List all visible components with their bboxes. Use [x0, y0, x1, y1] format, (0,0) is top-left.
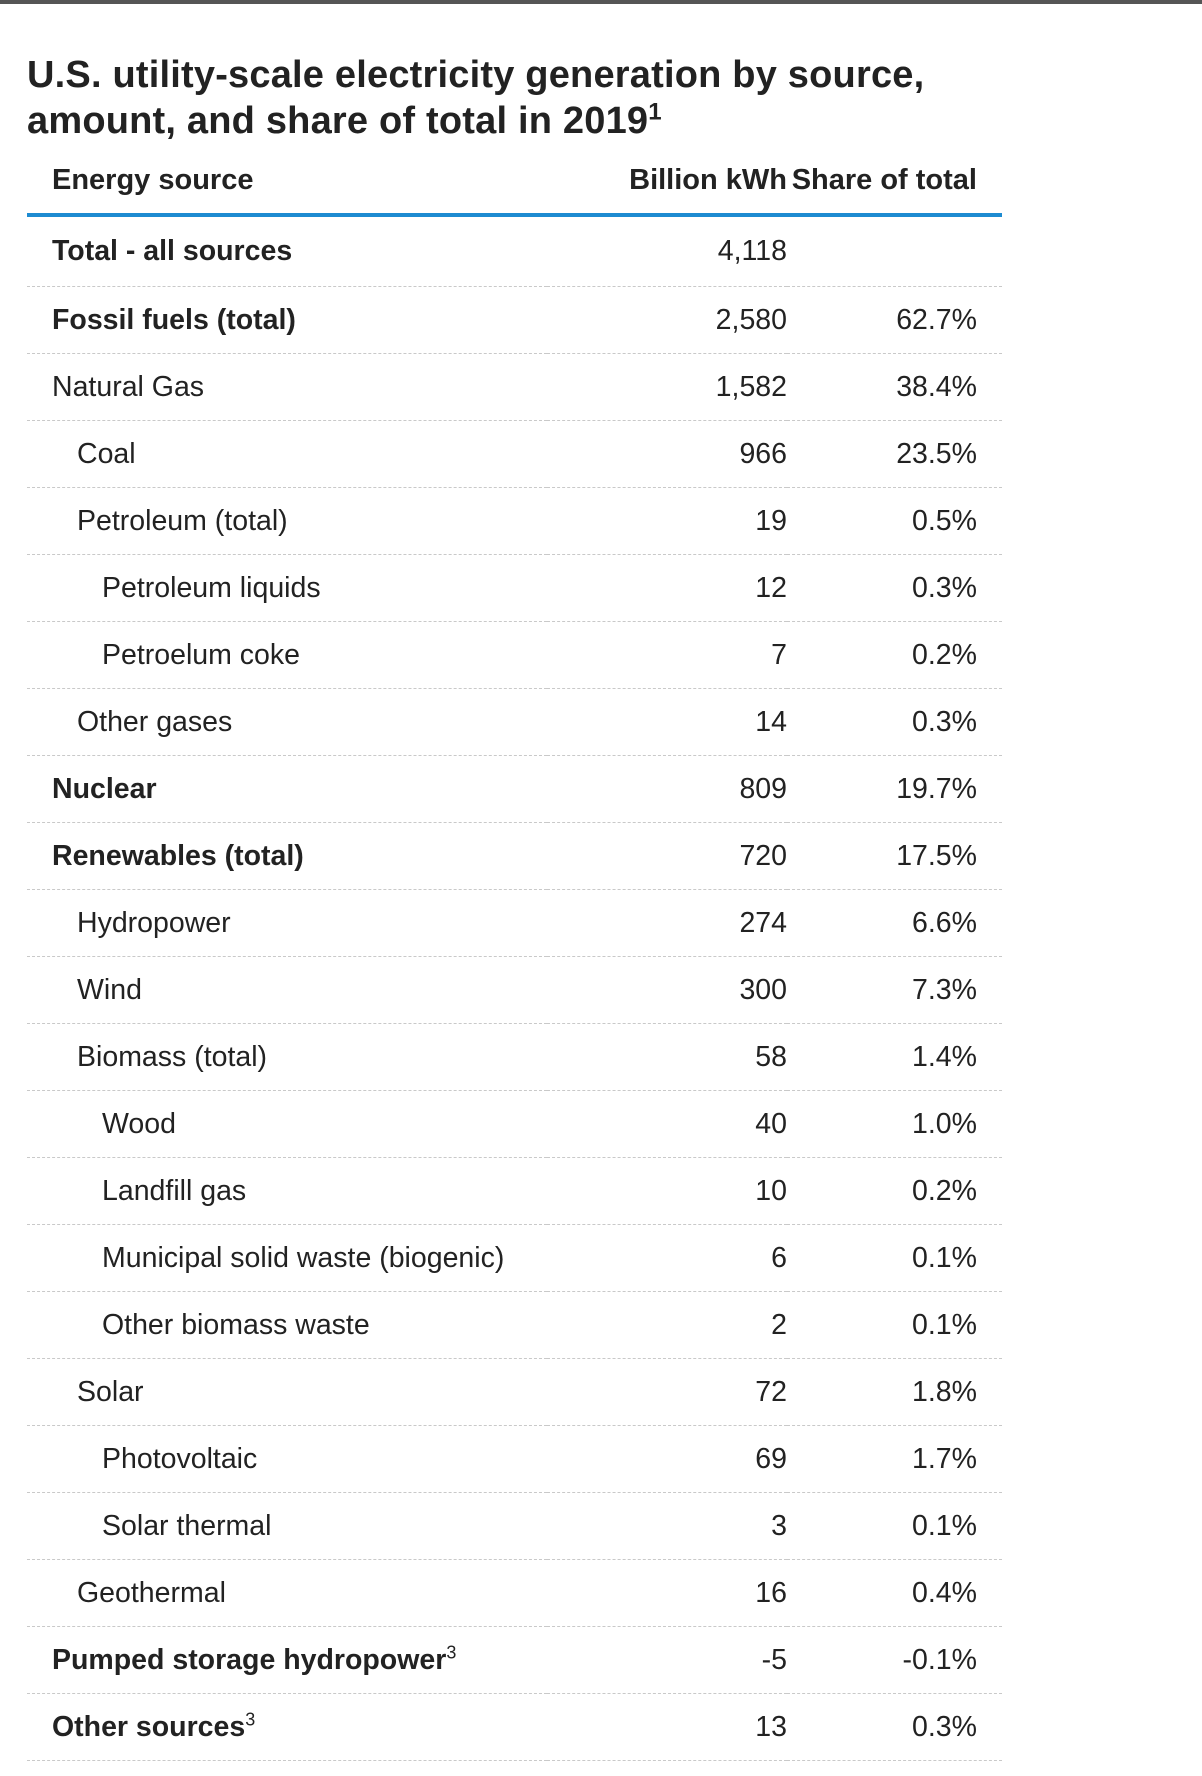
- table-row: [27, 1091, 1002, 1158]
- row-footnote-marker: 3: [245, 1709, 256, 1729]
- table-row: [27, 1560, 1002, 1627]
- row-share-cell: -0.1%: [787, 1627, 1002, 1694]
- table-row: [27, 1627, 1002, 1694]
- table-row: [27, 215, 1002, 287]
- generation-table: [27, 164, 1002, 1761]
- row-share-cell: 0.2%: [787, 622, 1002, 689]
- row-source-label: Total - all sources: [52, 235, 293, 267]
- row-source-cell: [27, 421, 547, 488]
- row-source-cell: [27, 1694, 547, 1761]
- row-source-cell: [27, 622, 547, 689]
- row-source-label: Solar thermal: [102, 1509, 272, 1542]
- row-source-cell: [27, 555, 547, 622]
- top-divider: [0, 0, 1202, 4]
- row-amount-cell: 720: [547, 823, 787, 890]
- table-row: [27, 823, 1002, 890]
- row-amount-cell: 14: [547, 689, 787, 756]
- row-source-label: Wood: [102, 1107, 176, 1140]
- row-source-label: Nuclear: [52, 772, 157, 805]
- row-source-cell: [27, 1560, 547, 1627]
- table-row: [27, 1694, 1002, 1761]
- row-amount-cell: 40: [547, 1091, 787, 1158]
- column-header-source: Energy source: [27, 164, 547, 215]
- row-share-cell: 0.3%: [787, 555, 1002, 622]
- row-source-label: Geothermal: [77, 1576, 226, 1609]
- table-row: [27, 555, 1002, 622]
- row-source-label: Natural Gas: [52, 370, 205, 403]
- title-line-2: amount, and share of total in 2019: [27, 100, 649, 142]
- row-source-cell: [27, 215, 547, 287]
- row-source-label: Other gases: [77, 705, 233, 738]
- row-source-cell: [27, 689, 547, 756]
- row-share-cell: 1.0%: [787, 1091, 1002, 1158]
- row-share-cell: 0.1%: [787, 1225, 1002, 1292]
- row-share-cell: 1.4%: [787, 1024, 1002, 1091]
- row-source-label: Pumped storage hydropower: [52, 1643, 447, 1676]
- row-amount-cell: 966: [547, 421, 787, 488]
- row-source-label: Petroleum liquids: [102, 571, 321, 604]
- table-container: [27, 52, 1002, 1761]
- row-source-cell: [27, 1627, 547, 1694]
- row-footnote-marker: 3: [446, 1642, 457, 1662]
- row-share-cell: 62.7%: [787, 287, 1002, 354]
- row-source-cell: [27, 488, 547, 555]
- row-share-cell: 0.3%: [787, 1694, 1002, 1761]
- row-amount-cell: 12: [547, 555, 787, 622]
- table-row: [27, 622, 1002, 689]
- table-row: [27, 1225, 1002, 1292]
- row-share-cell: 23.5%: [787, 421, 1002, 488]
- row-source-label: Other biomass waste: [102, 1308, 370, 1341]
- row-source-cell: [27, 1091, 547, 1158]
- row-share-cell: 0.4%: [787, 1560, 1002, 1627]
- table-row: [27, 689, 1002, 756]
- row-amount-cell: 274: [547, 890, 787, 957]
- row-source-cell: [27, 1359, 547, 1426]
- row-amount-cell: 809: [547, 756, 787, 823]
- row-share-cell: 0.2%: [787, 1158, 1002, 1225]
- table-row: [27, 1292, 1002, 1359]
- row-source-cell: [27, 354, 547, 421]
- table-row: [27, 354, 1002, 421]
- row-amount-cell: 1,582: [547, 354, 787, 421]
- row-amount-cell: 2,580: [547, 287, 787, 354]
- table-body: [27, 215, 1002, 1761]
- row-amount-cell: 16: [547, 1560, 787, 1627]
- row-share-cell: [787, 215, 1002, 287]
- row-amount-cell: 13: [547, 1694, 787, 1761]
- row-source-label: Solar: [77, 1375, 144, 1408]
- row-source-cell: [27, 287, 547, 354]
- table-row: [27, 1359, 1002, 1426]
- row-amount-cell: 6: [547, 1225, 787, 1292]
- row-amount-cell: 10: [547, 1158, 787, 1225]
- row-source-label: Other sources: [52, 1710, 246, 1743]
- table-title: [27, 52, 1002, 144]
- row-amount-cell: 19: [547, 488, 787, 555]
- row-share-cell: 17.5%: [787, 823, 1002, 890]
- row-source-cell: [27, 957, 547, 1024]
- row-share-cell: 6.6%: [787, 890, 1002, 957]
- table-row: [27, 1158, 1002, 1225]
- title-footnote: 1: [648, 98, 662, 126]
- row-source-cell: [27, 1158, 547, 1225]
- row-source-label: Photovoltaic: [102, 1442, 258, 1475]
- table-row: [27, 957, 1002, 1024]
- row-source-label: Biomass (total): [77, 1040, 268, 1073]
- row-source-label: Wind: [77, 973, 142, 1006]
- row-share-cell: 0.3%: [787, 689, 1002, 756]
- table-row: [27, 421, 1002, 488]
- row-amount-cell: 58: [547, 1024, 787, 1091]
- row-amount-cell: -5: [547, 1627, 787, 1694]
- row-source-label: Coal: [77, 437, 136, 470]
- row-source-cell: [27, 823, 547, 890]
- table-row: [27, 287, 1002, 354]
- table-header-row: [27, 164, 1002, 215]
- row-share-cell: 19.7%: [787, 756, 1002, 823]
- table-row: [27, 1493, 1002, 1560]
- column-header-amount: Billion kWh: [547, 164, 787, 215]
- row-share-cell: 0.5%: [787, 488, 1002, 555]
- row-source-label: Petroleum (total): [77, 504, 288, 537]
- table-row: [27, 1426, 1002, 1493]
- row-source-cell: [27, 1225, 547, 1292]
- table-row: [27, 488, 1002, 555]
- row-source-label: Hydropower: [77, 906, 231, 939]
- row-source-label: Fossil fuels (total): [52, 303, 296, 336]
- row-amount-cell: 72: [547, 1359, 787, 1426]
- row-source-label: Municipal solid waste (biogenic): [102, 1241, 505, 1274]
- row-source-label: Landfill gas: [102, 1174, 247, 1207]
- row-amount-cell: 69: [547, 1426, 787, 1493]
- row-source-label: Renewables (total): [52, 839, 304, 872]
- column-header-share: Share of total: [787, 164, 1002, 215]
- row-source-label: Petroelum coke: [102, 638, 301, 671]
- row-share-cell: 0.1%: [787, 1493, 1002, 1560]
- row-amount-cell: 7: [547, 622, 787, 689]
- row-amount-cell: 2: [547, 1292, 787, 1359]
- title-line-1: U.S. utility-scale electricity generation by source,: [27, 54, 925, 96]
- table-row: [27, 756, 1002, 823]
- row-amount-cell: 3: [547, 1493, 787, 1560]
- row-share-cell: 38.4%: [787, 354, 1002, 421]
- row-share-cell: 1.7%: [787, 1426, 1002, 1493]
- row-source-cell: [27, 1493, 547, 1560]
- table-row: [27, 890, 1002, 957]
- row-source-cell: [27, 756, 547, 823]
- row-amount-cell: 300: [547, 957, 787, 1024]
- row-source-cell: [27, 1292, 547, 1359]
- row-amount-cell: 4,118: [547, 215, 787, 287]
- row-share-cell: 0.1%: [787, 1292, 1002, 1359]
- row-source-cell: [27, 1024, 547, 1091]
- row-source-cell: [27, 1426, 547, 1493]
- row-share-cell: 7.3%: [787, 957, 1002, 1024]
- row-source-cell: [27, 890, 547, 957]
- row-share-cell: 1.8%: [787, 1359, 1002, 1426]
- table-row: [27, 1024, 1002, 1091]
